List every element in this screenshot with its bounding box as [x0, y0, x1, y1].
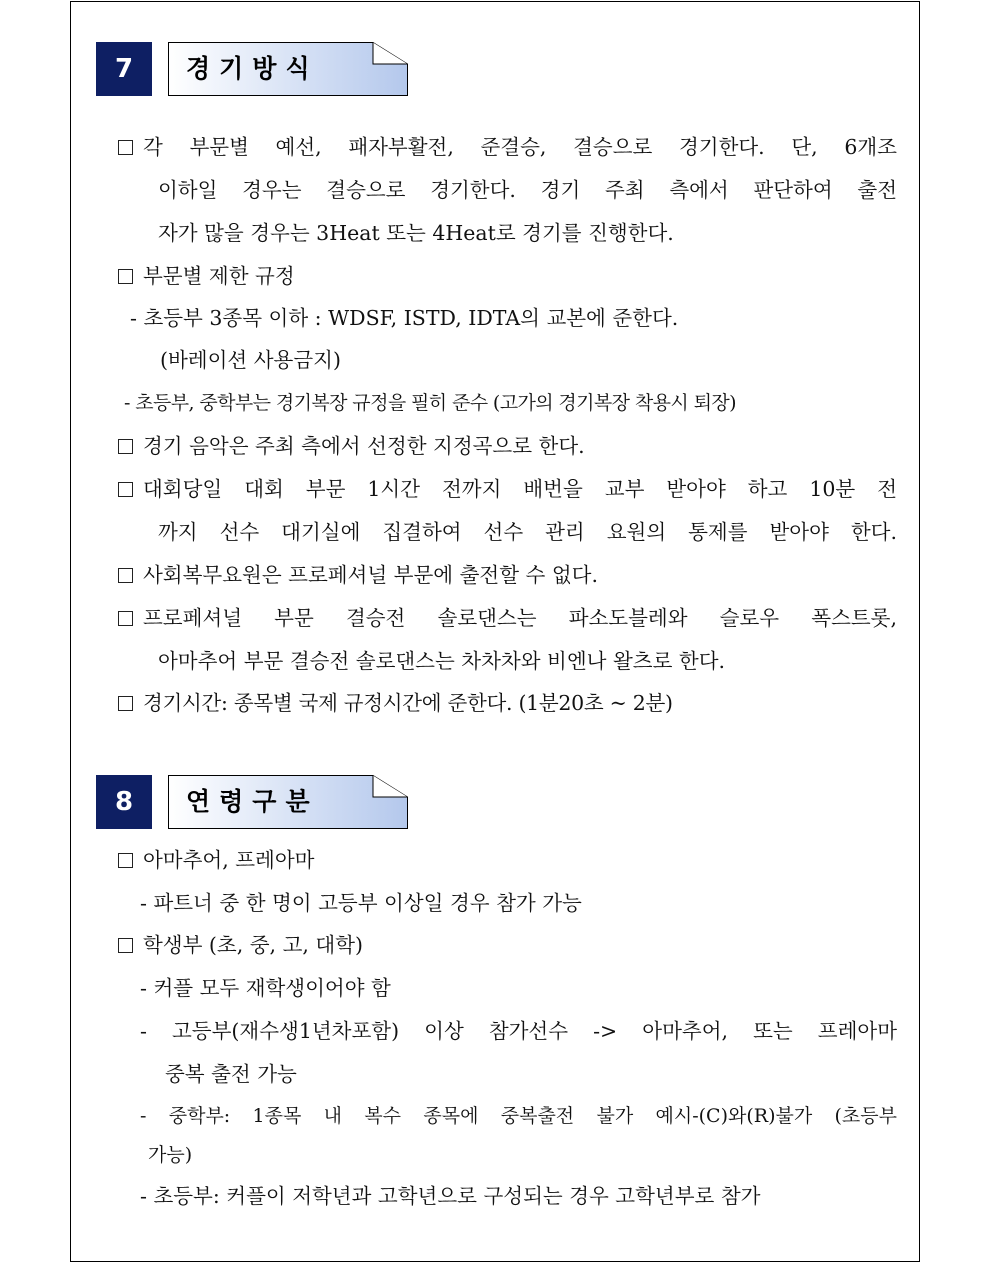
text-line: 아마추어, 프레아마	[143, 848, 315, 872]
text-line: (바레이션 사용금지)	[160, 348, 341, 372]
text-line: - 파트너 중 한 명이 고등부 이상일 경우 참가 가능	[140, 891, 582, 915]
text-line: 부문별 제한 규정	[143, 264, 295, 288]
section-7-item-5	[118, 560, 598, 590]
checkbox-icon	[118, 853, 133, 868]
text-line: 학생부 (초, 중, 고, 대학)	[143, 933, 364, 957]
text-line: 경기시간: 종목별 국제 규정시간에 준한다. (1분20초 ~ 2분)	[143, 691, 673, 715]
text-line: - 초등부, 중학부는 경기복장 규정을 필히 준수 (고가의 경기복장 착용시 퇴장)	[124, 392, 736, 414]
text-line: - 초등부 3종목 이하 : WDSF, ISTD, IDTA의 교본에 준한다.	[130, 306, 679, 330]
checkbox-icon	[118, 269, 133, 284]
section-8-number: 8	[96, 775, 152, 829]
section-8-item-2	[118, 930, 363, 960]
text-line: 프로페셔널 부문 결승전 솔로댄스는 파소도블레와 슬로우 폭스트롯,	[143, 606, 897, 630]
text-line: - 고등부(재수생1년차포함) 이상 참가선수 -> 아마추어, 또는 프레아마	[140, 1019, 897, 1043]
checkbox-icon	[118, 696, 133, 711]
section-7-item-4	[118, 474, 897, 504]
text-line: 이하일 경우는 결승으로 경기한다. 경기 주최 측에서 판단하여 출전	[158, 178, 897, 202]
text-line: 아마추어 부문 결승전 솔로댄스는 차차차와 비엔나 왈츠로 한다.	[158, 649, 726, 673]
checkbox-icon	[118, 938, 133, 953]
text-line: 까지 선수 대기실에 집결하여 선수 관리 요원의 통제를 받아야 한다.	[158, 520, 897, 544]
checkbox-icon	[118, 482, 133, 497]
text-line: 경기 음악은 주최 측에서 선정한 지정곡으로 한다.	[143, 434, 585, 458]
text-line: - 커플 모두 재학생이어야 함	[140, 976, 391, 1000]
text-line: 가능)	[148, 1144, 193, 1166]
section-8-title-box	[168, 775, 408, 829]
text-line: 각 부문별 예선, 패자부활전, 준결승, 결승으로 경기한다. 단, 6개조	[143, 135, 897, 159]
section-7-item-7	[118, 688, 673, 718]
text-line: - 초등부: 커플이 저학년과 고학년으로 구성되는 경우 고학년부로 참가	[140, 1184, 761, 1208]
section-7-title-box	[168, 42, 408, 96]
checkbox-icon	[118, 439, 133, 454]
section-8-title: 연령구분	[186, 787, 319, 816]
text-line: 자가 많을 경우는 3Heat 또는 4Heat로 경기를 진행한다.	[158, 221, 674, 245]
text-line: - 중학부: 1종목 내 복수 종목에 중복출전 불가 예시-(C)와(R)불가 (초등부	[140, 1105, 897, 1127]
section-7-number: 7	[96, 42, 152, 96]
section-7-item-1	[118, 132, 897, 162]
text-line: 사회복무요원은 프로페셔널 부문에 출전할 수 없다.	[143, 563, 598, 587]
section-8-item-1	[118, 845, 314, 875]
text-line: 대회당일 대회 부문 1시간 전까지 배번을 교부 받아야 하고 10분 전	[143, 477, 897, 501]
section-7-item-3	[118, 431, 585, 461]
section-7-title: 경기방식	[186, 54, 319, 83]
checkbox-icon	[118, 611, 133, 626]
checkbox-icon	[118, 568, 133, 583]
text-line: 중복 출전 가능	[165, 1062, 297, 1086]
checkbox-icon	[118, 140, 133, 155]
section-7-item-2	[118, 261, 295, 291]
section-7-item-6	[118, 603, 897, 633]
